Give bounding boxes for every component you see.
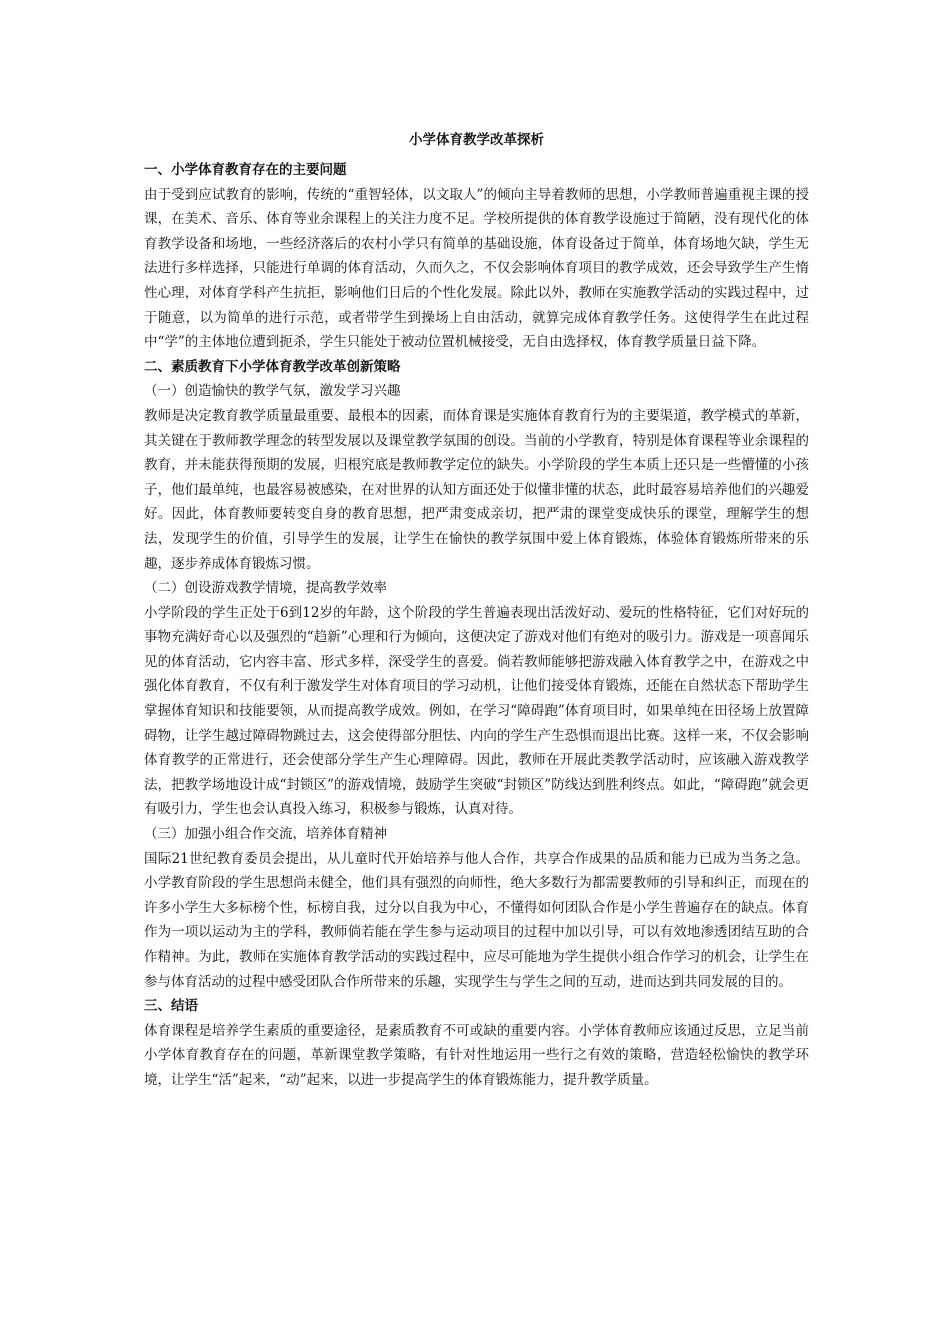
section-heading-3: 三、结语: [144, 998, 198, 1015]
subsection-heading-2-1: （一）创造愉快的教学气氛，激发学习兴趣: [144, 383, 401, 400]
document-title: 小学体育教学改革探析: [409, 132, 544, 148]
section-heading-2: 二、素质教育下小学体育教学改革创新策略: [144, 358, 401, 375]
subsection-paragraph-2-2: 小学阶段的学生正处于6到12岁的年龄，这个阶段的学生普遍表现出活泼好动、爱玩的性格特征，它们对好玩的事物充满好奇心以及强烈的“趋新”心理和行为倾向，这便决定了游戏对他们有绝对的吸引力。游戏是一项喜闻乐见的体育活动，它内容丰富、形式多样，深受学生的喜爱。倘若教师能够把游戏融入体育教学之中，在游戏之中强化体育教育，不仅有利于激发学生对体育项目的学习动机，让他们接受体育锻炼，还能在自然状态下帮助学生掌握体育知识和技能要领，从而提高教学成效。例如，在学习“障碍跑”体育项目时，如果单纯在田径场上放置障碍物，让学生越过障碍物跳过去，这会使得部分胆怯、内向的学生产生恐惧而退出比赛。这样一来，不仅会影响体育教学的正常进行，还会使部分学生产生心理障碍。因此，教师在开展此类教学活动时，应该融入游戏教学法，把教学场地设计成“封锁区”的游戏情境，鼓励学生突破“封锁区”防线达到胜利终点。如此，“障碍跑”就会更有吸引力，学生也会认真投入练习，积极参与锻炼，认真对待。: [144, 604, 809, 818]
section-heading-1: 一、小学体育教育存在的主要问题: [144, 162, 347, 178]
subsection-paragraph-2-3: 国际21世纪教育委员会提出，从儿童时代开始培养与他人合作，共享合作成果的品质和能力已成为当务之急。小学教育阶段的学生思想尚未健全，他们具有强烈的向师性，绝大多数行为都需要教师的引导和纠正，而现在的许多小学生大多标榜个性，标榜自我，过分以自我为中心，不懂得如何团队合作是小学生普遍存在的缺点。体育作为一项以运动为主的学科，教师倘若能在学生参与运动项目的过程中加以引导，可以有效地渗透团结互助的合作精神。为此，教师在实施体育教学活动的实践过程中，应尽可能地为学生提供小组合作学习的机会，让学生在参与体育活动的过程中感受团队合作所带来的乐趣，实现学生与学生之间的互动，进而达到共同发展的目的。: [144, 850, 809, 990]
section-paragraph-1: 由于受到应试教育的影响，传统的“重智轻体，以文取人”的倾向主导着教师的思想，小学教师普遍重视主课的授课，在美术、音乐、体育等业余课程上的关注力度不足。学校所提供的体育教学设施过于简陋，没有现代化的体育教学设备和场地，一些经济落后的农村小学只有简单的基础设施，体育设备过于简单，体育场地欠缺，学生无法进行多样选择，只能进行单调的体育活动，久而久之，不仅会影响体育项目的教学成效，还会导致学生产生惰性心理，对体育学科产生抗拒，影响他们日后的个性化发展。除此以外，教师在实施教学活动的实践过程中，过于随意，以为简单的进行示范，或者带学生到操场上自由活动，就算完成体育教学任务。这使得学生在此过程中“学”的主体地位遭到扼杀，学生只能处于被动位置机械接受，无自由选择权，体育教学质量日益下降。: [144, 186, 809, 351]
subsection-heading-2-3: （三）加强小组合作交流，培养体育精神: [144, 826, 387, 843]
subsection-heading-2-2: （二）创设游戏教学情境，提高教学效率: [144, 580, 387, 597]
section-paragraph-3: 体育课程是培养学生素质的重要途径，是素质教育不可或缺的重要内容。小学体育教师应该通过反思，立足当前小学体育教育存在的问题，革新课堂教学策略，有针对性地运用一些行之有效的策略，营造轻松愉快的教学环境，让学生“活”起来，“动”起来，以进一步提高学生的体育锻炼能力，提升教学质量。: [144, 1022, 809, 1088]
subsection-paragraph-2-1: 教师是决定教育教学质量最重要、最根本的因素，而体育课是实施体育教育行为的主要渠道，教学模式的革新，其关键在于教师教学理念的转型发展以及课堂教学氛围的创设。当前的小学教育，特别是体育课程等业余课程的教育，并未能获得预期的发展，归根究底是教师教学定位的缺失。小学阶段的学生本质上还只是一些懵懂的小孩子，他们最单纯，也最容易被感染，在对世界的认知方面还处于似懂非懂的状态，此时最容易培养他们的兴趣爱好。因此，体育教师要转变自身的教育思想，把严肃变成亲切，把严肃的课堂变成快乐的课堂，理解学生的想法，发现学生的价值，引导学生的发展，让学生在愉快的教学氛围中爱上体育锻炼，体验体育锻炼所带来的乐趣，逐步养成体育锻炼习惯。: [144, 407, 809, 572]
document-page: [144, 126, 809, 1093]
